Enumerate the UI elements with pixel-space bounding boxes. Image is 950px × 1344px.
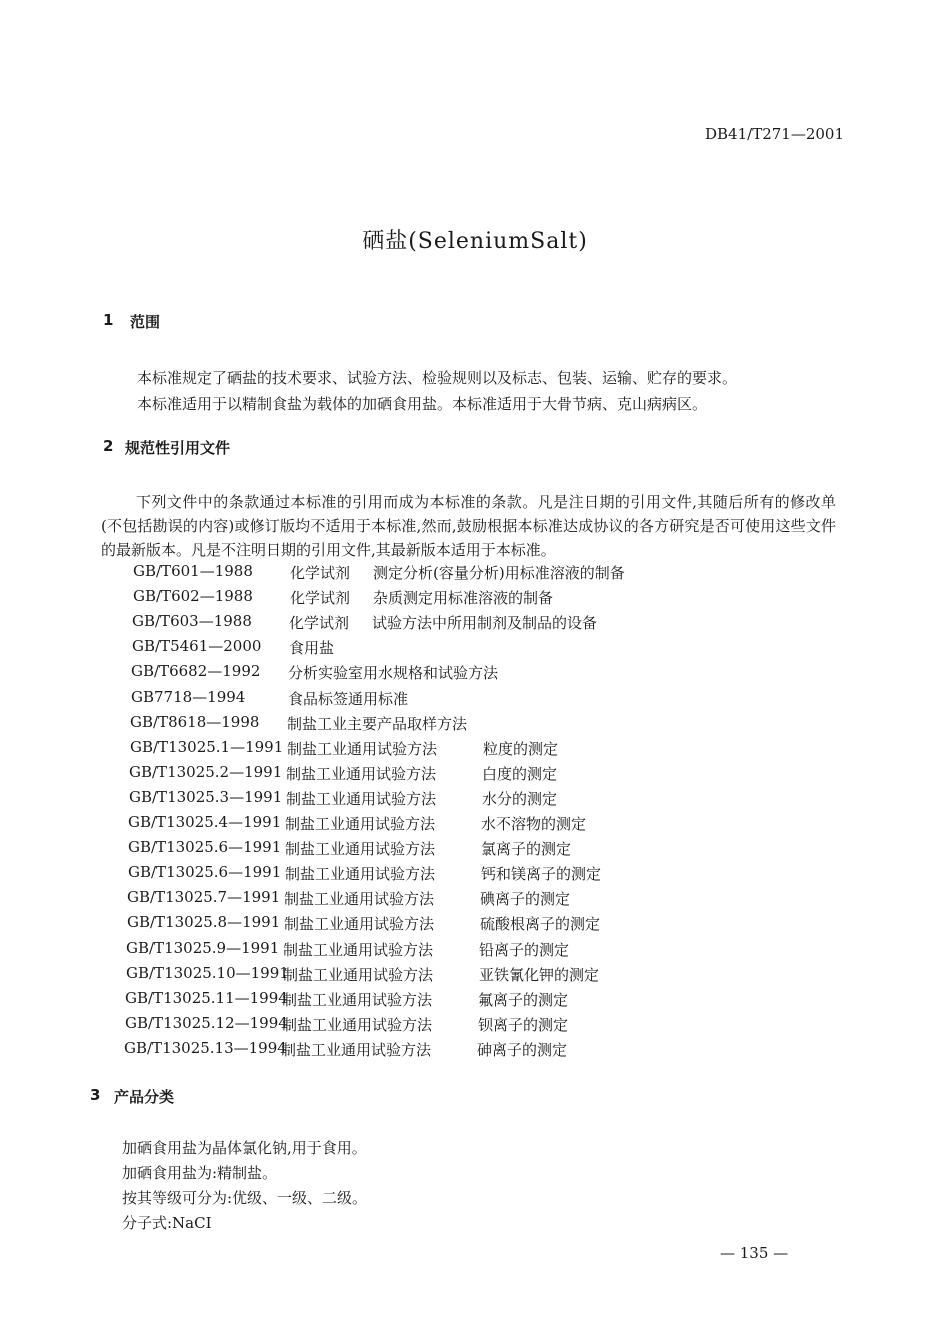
reference-code: GB/T13025.9—1991: [126, 938, 280, 957]
reference-code: GB/T13025.6—1991: [128, 863, 282, 882]
section1-paragraph-2: 本标准适用于以精制食盐为载体的加硒食用盐。本标准适用于大骨节病、克山病病区。: [137, 395, 708, 413]
reference-title: 食用盐: [289, 639, 335, 658]
reference-title: 制盐工业通用试验方法: [282, 1015, 433, 1034]
reference-code: GB/T13025.11—1994: [125, 988, 288, 1007]
section1-number: 1: [103, 311, 114, 329]
reference-title: 制盐工业通用试验方法: [283, 940, 434, 959]
section3-heading: 产品分类: [114, 1088, 175, 1106]
reference-title: 制盐工业通用试验方法: [286, 789, 437, 808]
reference-code: GB/T601—1988: [133, 562, 253, 580]
reference-title: 制盐工业通用试验方法: [282, 990, 433, 1009]
reference-code: GB/T13025.1—1991: [130, 737, 284, 756]
reference-title: 食品标签通用标准: [288, 689, 409, 708]
reference-title: 制盐工业通用试验方法: [285, 840, 436, 859]
reference-subtitle: 氯离子的测定: [481, 840, 572, 859]
reference-subtitle: 碘离子的测定: [480, 890, 571, 909]
reference-subtitle: 测定分析(容量分析)用标准溶液的制备: [373, 564, 625, 582]
reference-title: 化学试剂: [289, 614, 350, 633]
reference-code: GB/T602—1988: [133, 587, 253, 606]
reference-code: GB/T603—1988: [132, 612, 252, 631]
reference-code: GB/T13025.7—1991: [127, 888, 281, 907]
reference-subtitle: 氟离子的测定: [478, 990, 569, 1009]
section3-line-2: 加硒食用盐为:精制盐。: [122, 1164, 278, 1182]
section3-line-1: 加硒食用盐为晶体氯化钠,用于食用。: [122, 1139, 367, 1157]
reference-subtitle: 铅离子的测定: [479, 940, 570, 959]
reference-subtitle: 白度的测定: [482, 764, 558, 783]
reference-title: 制盐工业通用试验方法: [284, 890, 435, 909]
reference-title: 制盐工业通用试验方法: [285, 865, 436, 884]
section3-number: 3: [90, 1086, 101, 1104]
reference-title: 制盐工业通用试验方法: [285, 815, 436, 833]
reference-title: 制盐工业通用试验方法: [286, 764, 437, 783]
section3-line-4: 分子式:NaCI: [122, 1214, 212, 1232]
reference-title: 制盐工业通用试验方法: [284, 915, 435, 934]
reference-subtitle: 钡离子的测定: [478, 1015, 569, 1034]
section1-paragraph-1: 本标准规定了硒盐的技术要求、试验方法、检验规则以及标志、包装、运输、贮存的要求。: [137, 369, 738, 387]
standard-code: DB41/T271—2001: [705, 125, 844, 143]
reference-code: GB/T13025.3—1991: [129, 787, 283, 806]
document-title: 硒盐(SeleniumSalt): [362, 229, 588, 254]
reference-code: GB/T13025.12—1994: [125, 1013, 288, 1032]
reference-code: GB/T5461—2000: [132, 637, 262, 656]
reference-code: GB7718—1994: [131, 687, 246, 706]
reference-subtitle: 试验方法中所用制剂及制品的设备: [372, 614, 598, 633]
reference-code: GB/T8618—1998: [130, 712, 260, 731]
reference-subtitle: 水分的测定: [482, 789, 558, 808]
reference-title: 制盐工业通用试验方法: [281, 1040, 432, 1059]
reference-title: 化学试剂: [290, 564, 351, 582]
reference-subtitle: 钙和镁离子的测定: [481, 865, 602, 884]
section2-intro: 下列文件中的条款通过本标准的引用而成为本标准的条款。凡是注日期的引用文件,其随后所有的修改单(不包括勘误的内容)或修订版均不适用于本标准,然而,鼓励根据本标准达成协议的各方研究是否可使用这些文件的最新版本。凡是不注明日期的引用文件,其最新版本适用于本标准。: [101, 493, 836, 559]
reference-subtitle: 砷离子的测定: [477, 1040, 568, 1059]
reference-code: GB/T13025.4—1991: [128, 813, 282, 831]
reference-code: GB/T13025.6—1991: [128, 838, 282, 857]
reference-subtitle: 亚铁氰化钾的测定: [479, 965, 600, 984]
reference-code: GB/T13025.2—1991: [129, 762, 283, 781]
reference-subtitle: 杂质测定用标准溶液的制备: [373, 589, 554, 608]
reference-title: 制盐工业通用试验方法: [287, 739, 438, 758]
reference-title: 制盐工业通用试验方法: [283, 965, 434, 984]
reference-code: GB/T13025.13—1994: [124, 1038, 287, 1057]
section1-heading: 范围: [130, 313, 161, 331]
reference-subtitle: 粒度的测定: [483, 739, 559, 758]
reference-code: GB/T13025.10—1991: [126, 963, 289, 982]
section2-number: 2: [103, 437, 114, 455]
section3-line-3: 按其等级可分为:优级、一级、二级。: [122, 1189, 368, 1207]
reference-subtitle: 水不溶物的测定: [481, 815, 587, 833]
reference-code: GB/T6682—1992: [131, 662, 261, 681]
reference-title: 化学试剂: [290, 589, 351, 608]
reference-title: 分析实验室用水规格和试验方法: [288, 664, 499, 683]
reference-subtitle: 硫酸根离子的测定: [480, 915, 601, 934]
reference-code: GB/T13025.8—1991: [127, 913, 281, 932]
page-number: — 135 —: [720, 1244, 789, 1262]
section2-heading: 规范性引用文件: [125, 439, 231, 457]
reference-title: 制盐工业主要产品取样方法: [287, 714, 468, 733]
